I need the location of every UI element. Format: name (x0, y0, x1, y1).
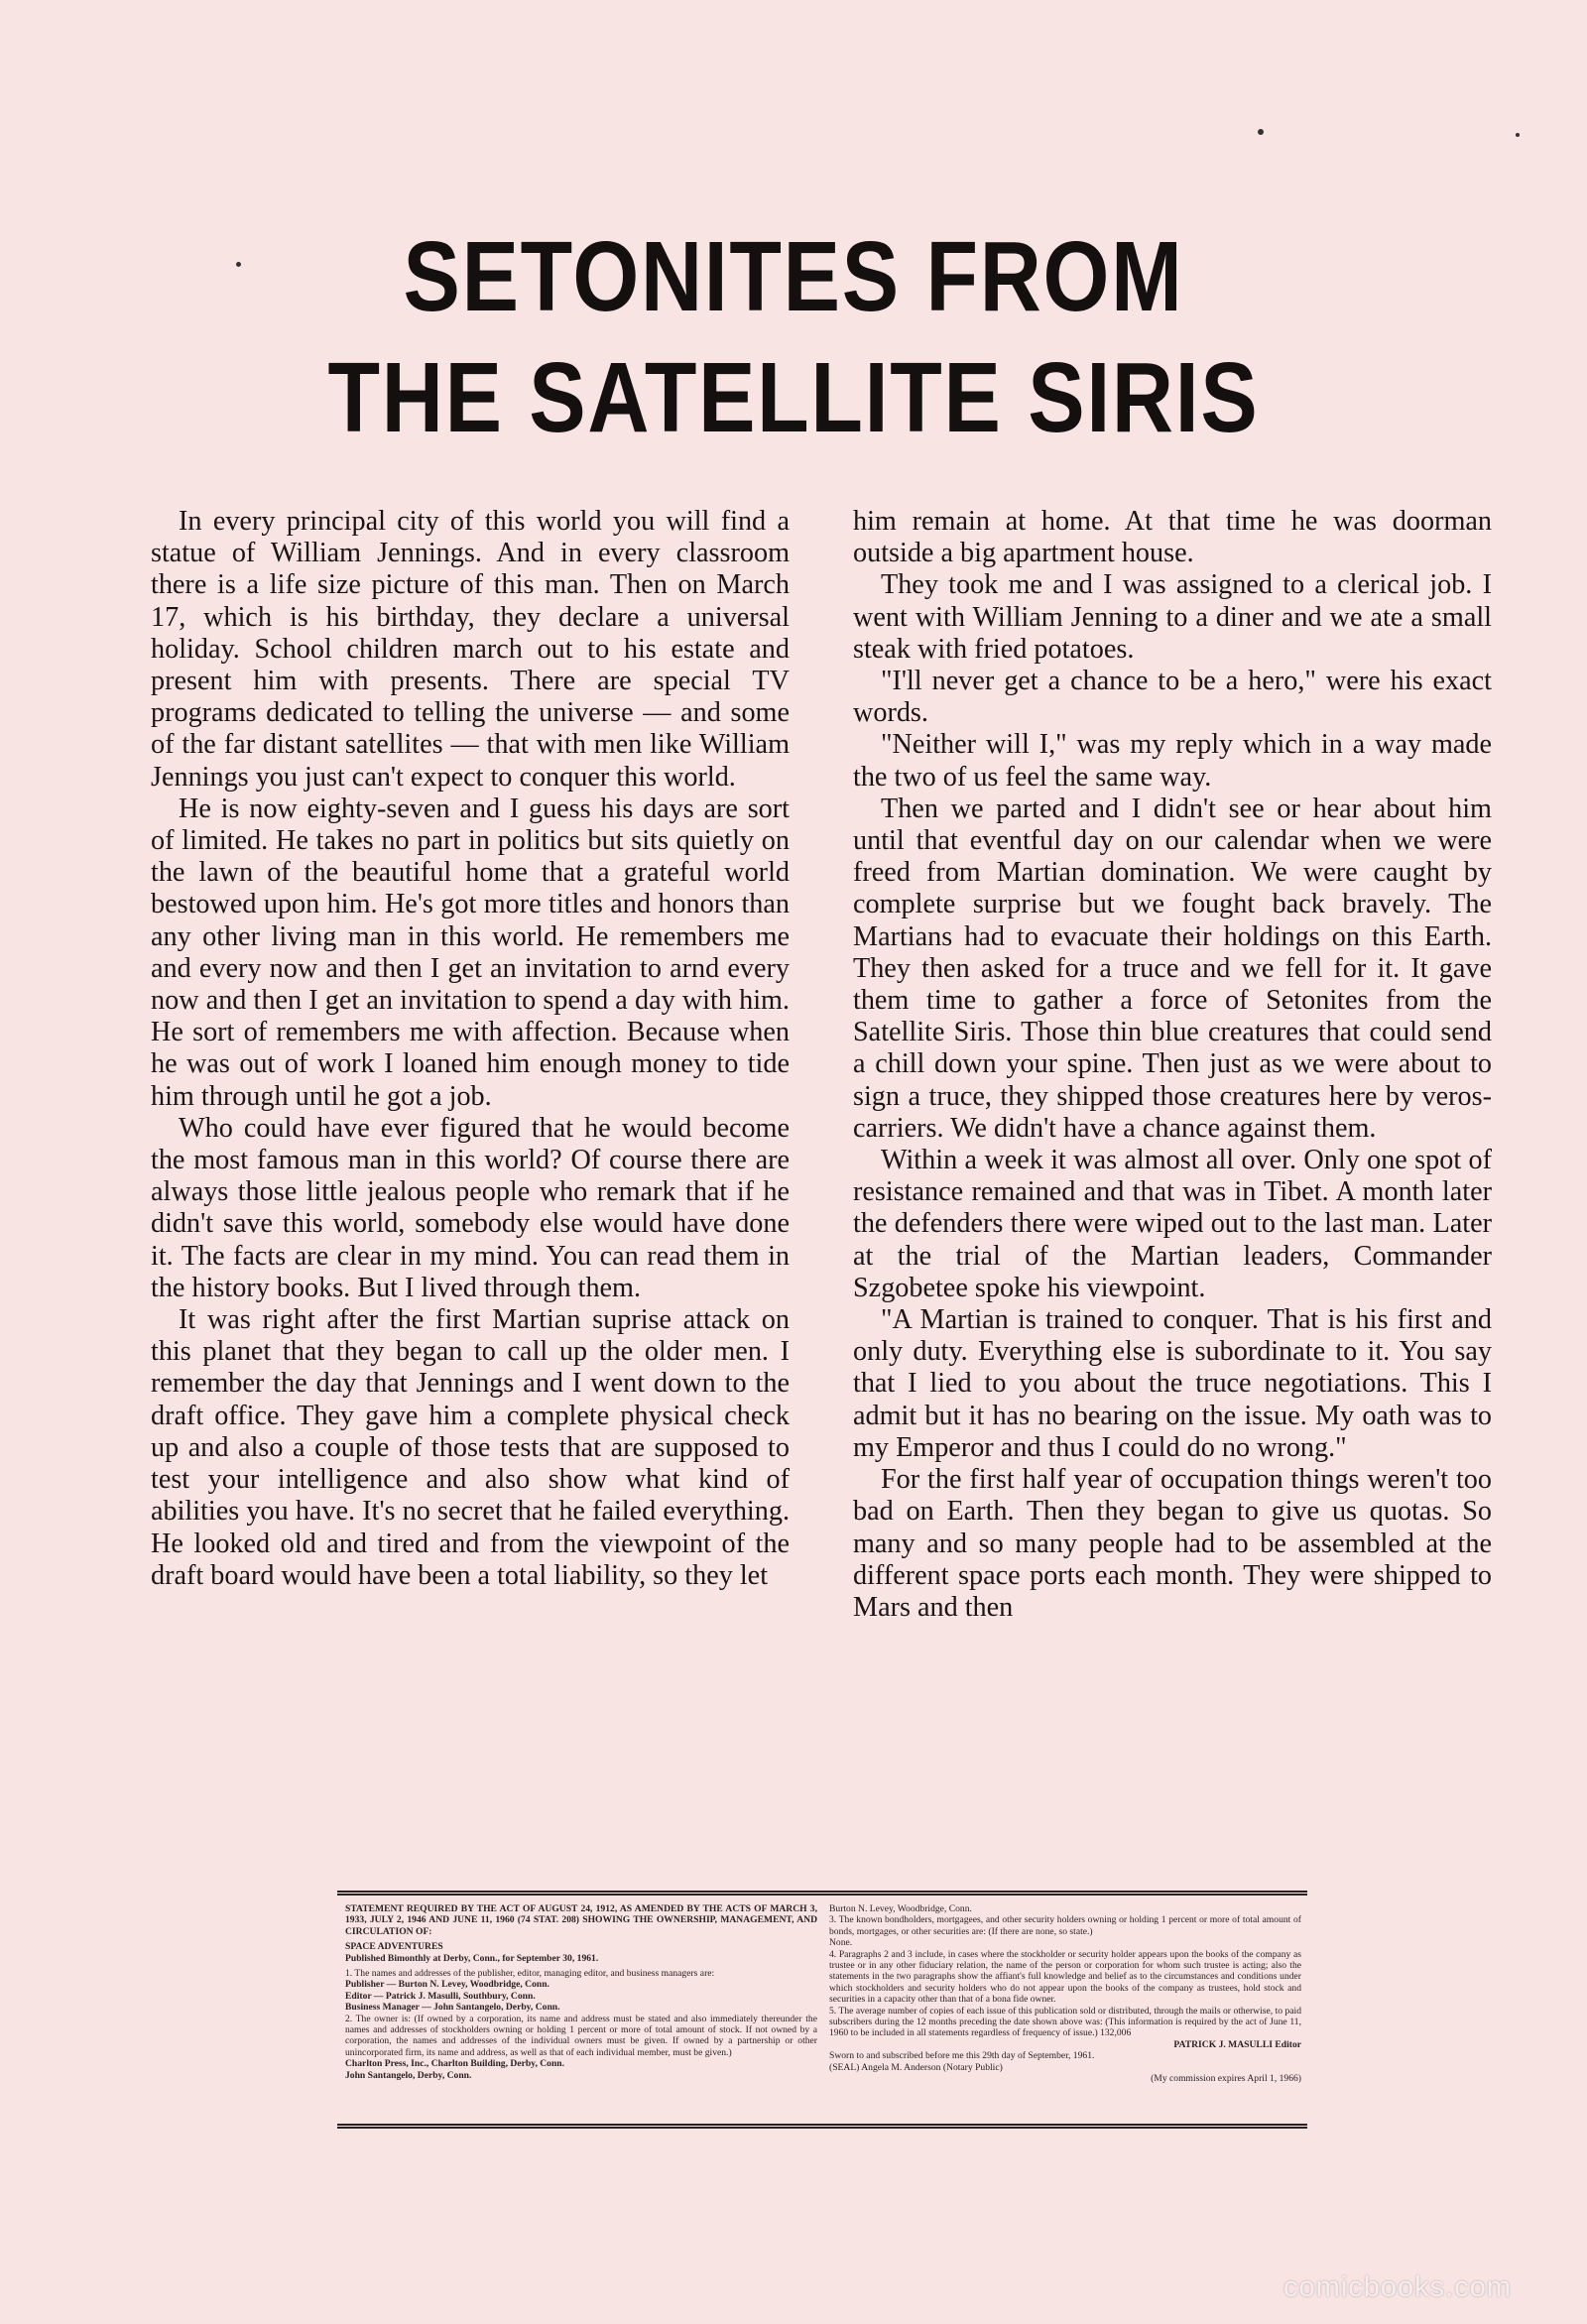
paragraph: him remain at home. At that time he was doorman outside a big apartment house. (853, 506, 1492, 569)
statement-heading: STATEMENT REQUIRED BY THE ACT OF AUGUST 24, 1912, AS AMENDED BY THE ACTS OF MARCH 3, 1933, JULY 2, 1946 AND JUNE 11, 1960 (74 STAT. 208) SHOWING THE OWNERSHIP, MANAGEMENT, AND CIRCULATION OF: (345, 1903, 817, 1937)
title-line-1: SETONITES FROM (403, 221, 1184, 332)
paragraph: "A Martian is trained to conquer. That is his first and only duty. Everything else is subordinate to it. You say that I lied to you about the truce negotiations. This I admit but it has no bearing on the issue. My oath was to my Emperor and thus I could do no wrong." (853, 1304, 1492, 1463)
title-line-2: THE SATELLITE SIRIS (327, 342, 1260, 453)
story-title (111, 216, 1476, 458)
statement-line: (My commission expires April 1, 1966) (1151, 2073, 1301, 2085)
statement-line: None. (829, 1937, 853, 1949)
paragraph: It was right after the first Martian suprise attack on this planet that they began to call up the older men. I remember the day that Jennings and I went down to the draft office. They gave him a complete physical check up and also a couple of those tests that are supposed to test your intelligence and also show what kind of abilities you have. It's no secret that he failed everything. He looked old and tired and from the viewpoint of the draft board would have been a total liability, so they let (151, 1304, 790, 1591)
statement-line: 5. The average number of copies of each issue of this publication sold or distributed, through the mails or otherwise, to paid subscribers during the 12 months preceding the date shown above was: (This information is required by the act of June 11, 1960 to be included in all statements regardless of frequency of issue.) 132,006 (829, 2005, 1301, 2039)
print-speck (1516, 133, 1520, 137)
statement-line: Published Bimonthly at Derby, Conn., for September 30, 1961. (345, 1952, 599, 1964)
statement-line: Sworn to and subscribed before me this 29th day of September, 1961. (829, 2050, 1095, 2062)
print-speck (1258, 129, 1264, 135)
print-speck (236, 262, 241, 267)
statement-line: 1. The names and addresses of the publisher, editor, managing editor, and business managers are: (345, 1968, 715, 1980)
statement-line: 4. Paragraphs 2 and 3 include, in cases where the stockholder or security holder appears upon the books of the company as trustee or in any other fiduciary relation, the name of the person or corporation for whom such trustee is acting; also the statements in the two paragraphs show the affiant's full knowledge and belief as to the circumstances and conditions under which stockholders and security holders who do not appear upon the books of the company as trustees, hold stock and securities in a capacity other than that of a bona fide owner. (829, 1948, 1301, 2006)
statement-line: 2. The owner is: (If owned by a corporation, its name and address must be stated and also immediately thereunder the names and addresses of stockholders owning or holding 1 percent or more of total amount of stock. If not owned by a corporation, the names and addresses of the individual owners must be given. If owned by a partnership or other unincorporated firm, its name and address, as well as that of each individual member, must be given.) (345, 2013, 817, 2058)
statement-line: John Santangelo, Derby, Conn. (345, 2069, 472, 2081)
statement-right-column (829, 1903, 1301, 2124)
statement-line: Business Manager — John Santangelo, Derby, Conn. (345, 2002, 560, 2014)
statement-line: Charlton Press, Inc., Charlton Building, Derby, Conn. (345, 2058, 565, 2070)
statement-line: Publisher — Burton N. Levey, Woodbridge, Conn. (345, 1979, 549, 1991)
statement-line: Burton N. Levey, Woodbridge, Conn. (829, 1903, 972, 1914)
paragraph: He is now eighty-seven and I guess his days are sort of limited. He takes no part in politics but sits quietly on the lawn of the beautiful home that a grateful world bestowed upon him. He's got more titles and honors than any other living man in this world. He remembers me and every now and then I get an invitation to arnd every now and then I get an invitation to spend a day with him. He sort of remembers me with affection. Because when he was out of work I loaned him enough money to tide him through until he got a job. (151, 793, 790, 1112)
left-column (151, 506, 790, 1624)
statement-line: SPACE ADVENTURES (345, 1941, 443, 1953)
statement-line: 3. The known bondholders, mortgagees, and other security holders owning or holding 1 percent or more of total amount of bonds, mortgages, or other securities are: (If there are none, so state.) (829, 1914, 1301, 1937)
paragraph: For the first half year of occupation things weren't too bad on Earth. Then they began to give us quotas. So many and so many people had to be assembled at the different space ports each month. They were shipped to Mars and then (853, 1464, 1492, 1623)
paragraph: Then we parted and I didn't see or hear about him until that eventful day on our calendar when we were freed from Martian domination. We were caught by complete surprise but we fought back bravely. The Martians had to evacuate their holdings on this Earth. They then asked for a truce and we fell for it. It gave them time to gather a force of Setonites from the Satellite Siris. Those thin blue creatures that could send a chill down your spine. Then just as we were about to sign a truce, they shipped those creatures here by veros- carriers. We didn't have a chance against them. (853, 793, 1492, 1144)
paragraph: Within a week it was almost all over. Only one spot of resistance remained and that was in Tibet. A month later the defenders there were wiped out to the last man. Later at the trial of the Martian leaders, Commander Szgobetee spoke his viewpoint. (853, 1145, 1492, 1303)
site-watermark: comicbooks.com (1283, 2271, 1512, 2303)
paragraph: "I'll never get a chance to be a hero," were his exact words. (853, 666, 1492, 729)
paragraph: Who could have ever figured that he would become the most famous man in this world? Of course there are always those little jealous people who remark that if he didn't save this world, somebody else would have done it. The facts are clear in my mind. You can read them in the history books. But I lived through them. (151, 1112, 790, 1303)
paragraph: In every principal city of this world you will find a statue of William Jennings. And in every classroom there is a life size picture of this man. Then on March 17, which is his birthday, they declare a universal holiday. School children march out to his estate and present him with presents. There are special TV programs dedicated to telling the universe — and some of the far distant satellites — that with men like William Jennings you just can't expect to conquer this world. (151, 506, 790, 793)
paragraph: They took me and I was assigned to a clerical job. I went with William Jenning to a diner and we ate a small steak with fried potatoes. (853, 569, 1492, 665)
right-column (853, 506, 1492, 1624)
statement-line: Editor — Patrick J. Masulli, Southbury, Conn. (345, 1990, 536, 2002)
statement-left-column (345, 1903, 817, 2124)
ownership-statement (337, 1891, 1307, 2129)
statement-line: (SEAL) Angela M. Anderson (Notary Public) (829, 2061, 1003, 2073)
story-body (151, 506, 1492, 1624)
paragraph: "Neither will I," was my reply which in a way made the two of us feel the same way. (853, 729, 1492, 793)
statement-line: PATRICK J. MASULLI Editor (1173, 2038, 1301, 2050)
